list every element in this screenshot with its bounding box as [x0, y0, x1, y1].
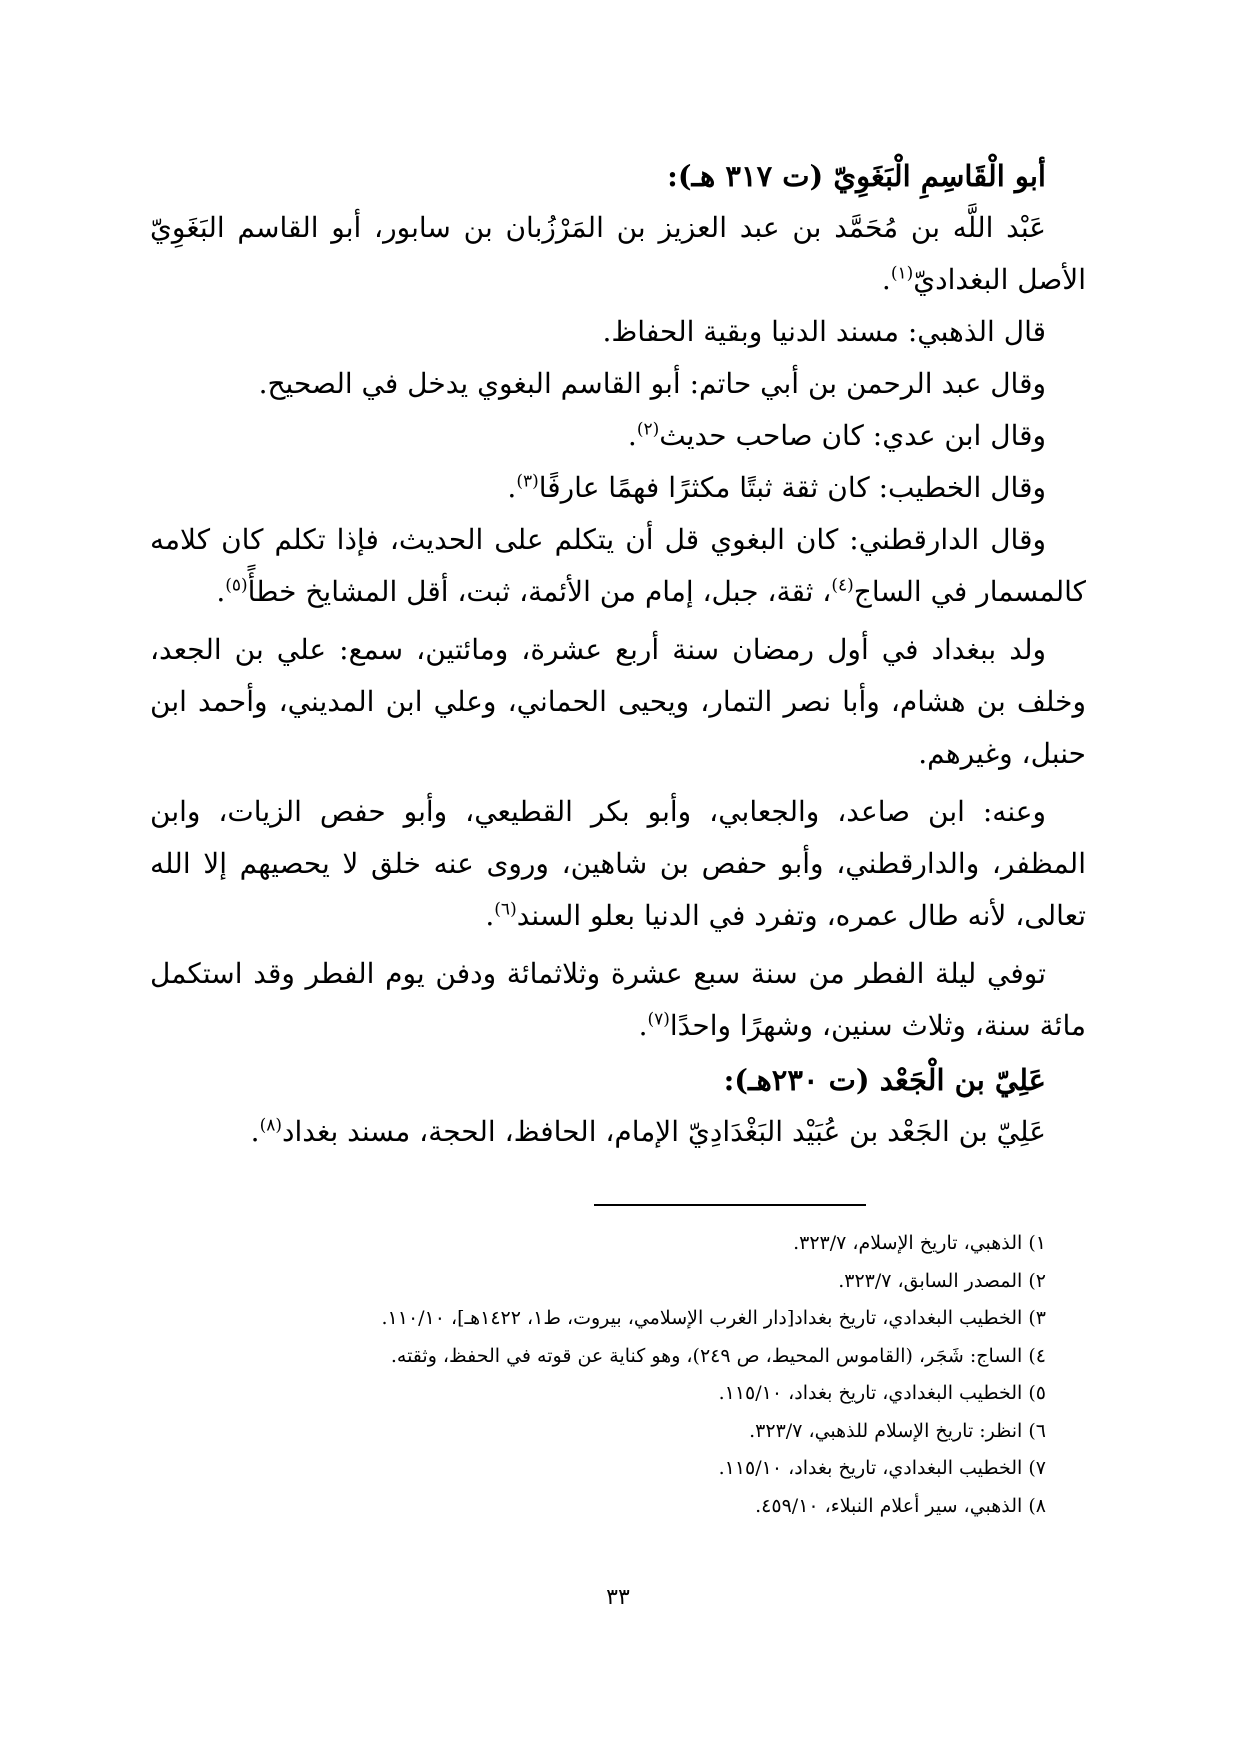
section-heading-ibn-aljaad: عَلِيّ بن الْجَعْد (ت ٢٣٠هـ):	[723, 1063, 1046, 1097]
quote-end: .	[627, 419, 637, 452]
quote-ibn-abi-hatim: وقال عبد الرحمن بن أبي حاتم: أبو القاسم البغوي يدخل في الصحيح.	[258, 367, 1046, 400]
document-page	[150, 150, 1086, 1730]
footnotes-list	[150, 1225, 1046, 1525]
paragraph-death	[150, 948, 1086, 1052]
footnote-ref-7[interactable]: (٧)	[647, 1009, 670, 1030]
paragraph-text: وعنه: ابن صاعد، والجعابي، وأبو بكر القطيعي، وأبو حفص الزيات، وابن المظفر، والدارقطني، وأبو حفص بن شاهين، وروى عنه خلق لا يحصيهم إلا الله تعالى، لأنه طال عمره، وتفرد في الدنيا بعلو السند	[150, 795, 1086, 932]
paragraph-end: .	[485, 899, 495, 932]
paragraph-text: توفي ليلة الفطر من سنة سبع عشرة وثلاثمائة ودفن يوم الفطر وقد استكمل مائة سنة، وثلاث سنين، وشهرًا واحدًا	[150, 957, 1086, 1042]
footnote-ref-3[interactable]: (٣)	[516, 471, 539, 492]
footnote-ref-8[interactable]: (٨)	[259, 1115, 282, 1136]
footnote-ref-5[interactable]: (٥)	[225, 575, 248, 596]
paragraph-end: .	[638, 1009, 648, 1042]
footnote-ref-2[interactable]: (٢)	[636, 419, 660, 440]
paragraph-ibn-aljaad	[150, 1106, 1086, 1158]
paragraph-birth: ولد ببغداد في أول رمضان سنة أربع عشرة، ومائتين، سمع: علي بن الجعد، وخلف بن هشام، وأبا نصر التمار، ويحيى الحماني، وعلي ابن المديني، وأحمد ابن حنبل، وغيرهم.	[150, 633, 1086, 770]
paragraph-baghawi-name	[150, 202, 1086, 306]
paragraph-text-mid: ، ثقة، جبل، إمام من الأئمة، ثبت، أقل المشايخ خطأً	[247, 575, 832, 608]
footnote-8: ٨) الذهبي، سير أعلام النبلاء، ٤٥٩/١٠.	[755, 1494, 1046, 1517]
footnote-ref-1[interactable]: (١)	[890, 263, 914, 284]
quote-end: .	[507, 471, 517, 504]
paragraph-text: عَبْد اللَّه بن مُحَمَّد بن عبد العزيز بن المَرْزُبان بن سابور، أبو القاسم البَغَوِيّ الأصل البغداديّ	[150, 211, 1086, 296]
paragraph-text: عَلِيّ بن الجَعْد بن عُبَيْد البَغْدَادِيّ الإمام، الحافظ، الحجة، مسند بغداد	[282, 1115, 1046, 1148]
quote-khatib	[150, 462, 1086, 514]
page-number: ٣٣	[606, 1585, 630, 1610]
section-heading-baghawi: أبو الْقَاسِمِ الْبَغَوِيّ (ت ٣١٧ هـ):	[667, 159, 1046, 193]
quote-text: وقال ابن عدي: كان صاحب حديث	[659, 419, 1046, 452]
quote-ibn-adi	[150, 410, 1086, 462]
footnote-5: ٥) الخطيب البغدادي، تاريخ بغداد، ١١٥/١٠.	[718, 1382, 1046, 1404]
quote-dhahabi: قال الذهبي: مسند الدنيا وبقية الحفاظ.	[602, 315, 1046, 348]
footnote-6: ٦) انظر: تاريخ الإسلام للذهبي، ٣٢٣/٧.	[749, 1419, 1046, 1442]
paragraph-end: .	[216, 575, 226, 608]
footnote-3: ٣) الخطيب البغدادي، تاريخ بغداد[دار الغرب الإسلامي، بيروت، ط١، ١٤٢٢هـ]، ١١٠/١٠.	[381, 1307, 1046, 1329]
quote-text: وقال الخطيب: كان ثقة ثبتًا مكثرًا فهمًا عارفًا	[538, 471, 1046, 504]
paragraph-text: وقال الدارقطني: كان البغوي قل أن يتكلم على الحديث، فإذا تكلم كان كلامه كالمسمار في الساج	[150, 523, 1086, 608]
paragraph-daraqutni	[150, 514, 1086, 618]
footnote-1: ١) الذهبي، تاريخ الإسلام، ٣٢٣/٧.	[793, 1232, 1046, 1254]
paragraph-end: .	[881, 263, 891, 296]
footnote-separator	[594, 1204, 866, 1206]
paragraph-end: .	[250, 1115, 260, 1148]
footnote-4: ٤) الساج: شَجَر، (القاموس المحيط، ص ٢٤٩)، وهو كناية عن قوته في الحفظ، وثقته.	[390, 1344, 1046, 1367]
paragraph-students	[150, 786, 1086, 942]
footnote-7: ٧) الخطيب البغدادي، تاريخ بغداد، ١١٥/١٠.	[718, 1457, 1046, 1479]
footnote-ref-4[interactable]: (٤)	[831, 575, 854, 596]
footnote-ref-6[interactable]: (٦)	[494, 899, 517, 920]
footnote-2: ٢) المصدر السابق، ٣٢٣/٧.	[838, 1269, 1046, 1292]
